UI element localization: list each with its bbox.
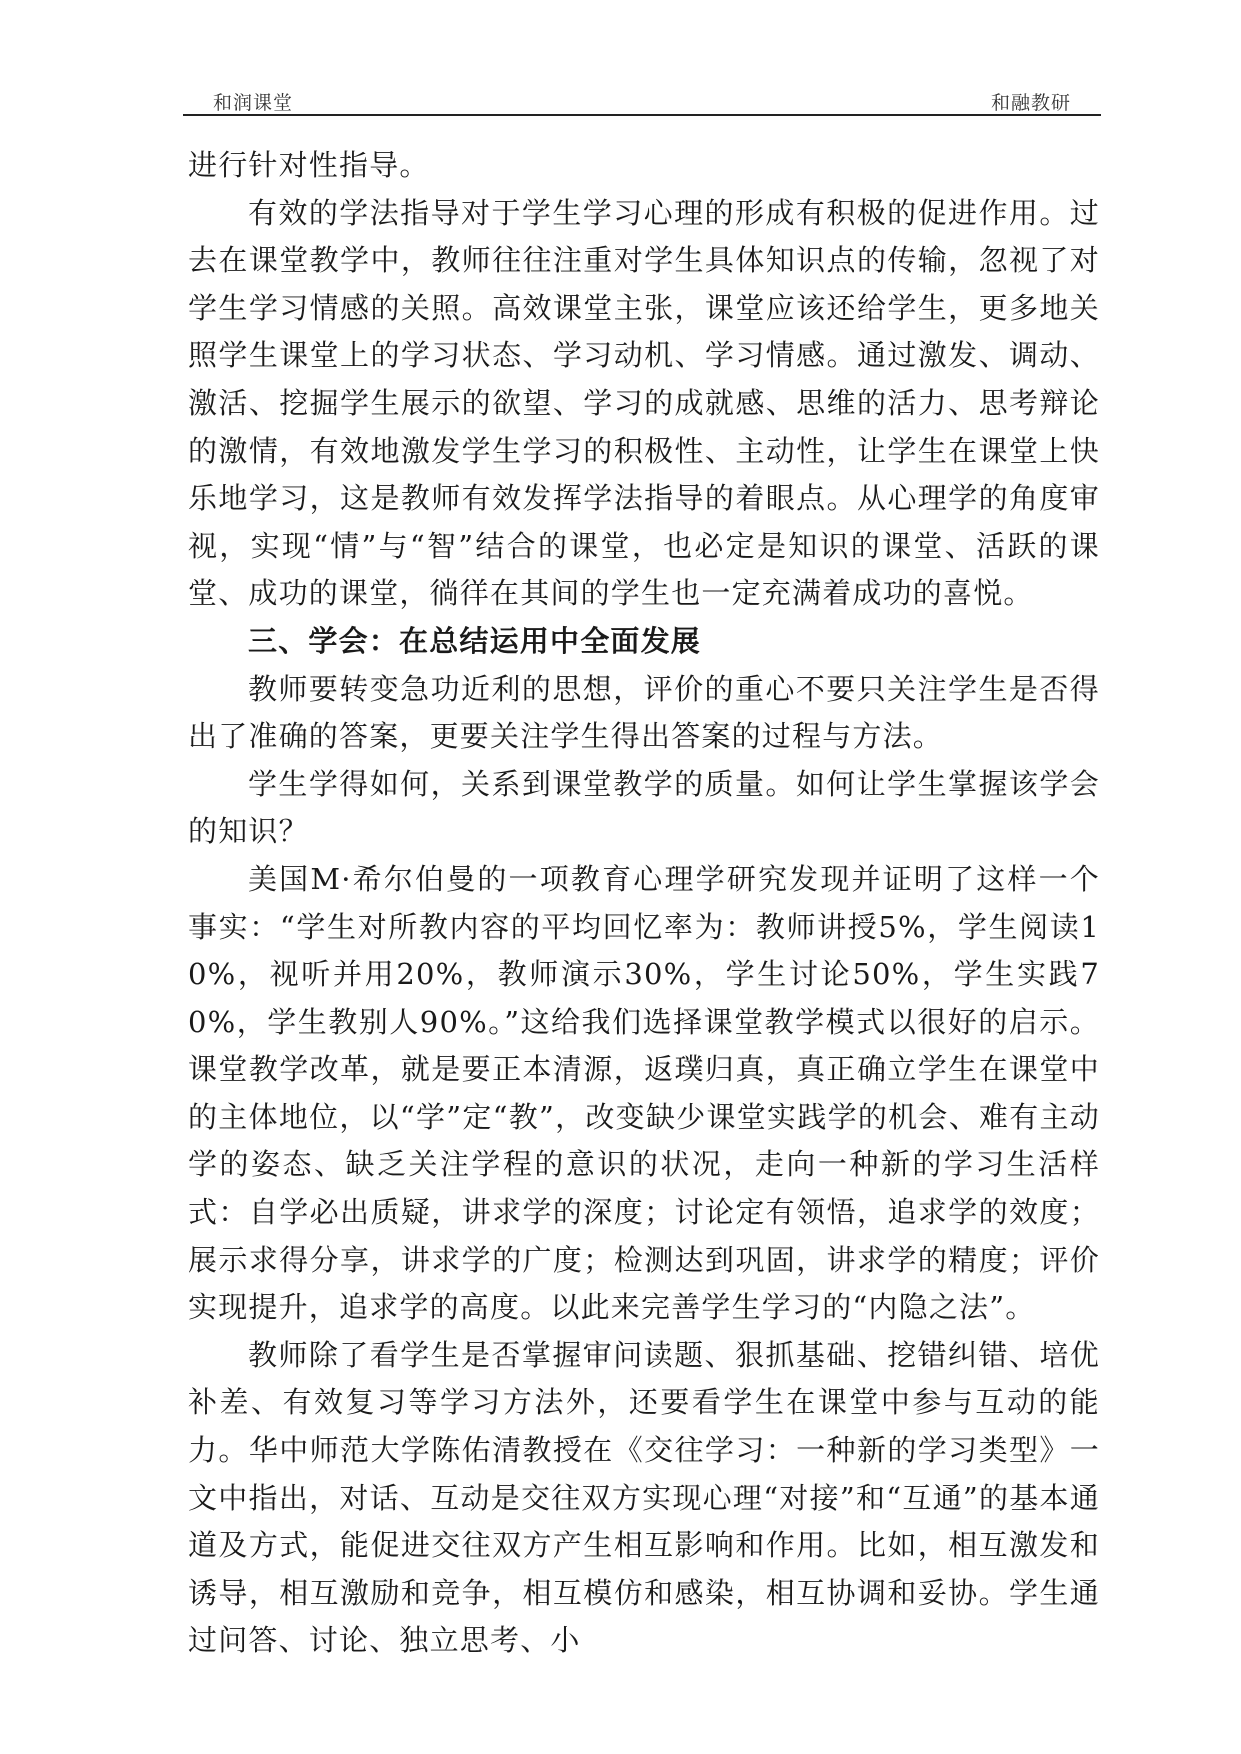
paragraph: 进行针对性指导。 <box>188 148 430 182</box>
paragraph: 美国M·希尔伯曼的一项教育心理学研究发现并证明了这样一个事实：“学生对所教内容的平均回忆率为：教师讲授5%，学生阅读10%，视听并用20%，教师演示30%，学生讨论50%，学生实践70%，学生教别人90%。”这给我们选择课堂教学模式以很好的启示。课堂教学改革，就是要正本清源，返璞归真，真正确立学生在课堂中的主体地位，以“学”定“教”，改变缺少课堂实践学的机会、难有主动学的姿态、缺乏关注学程的意识的状况，走向一种新的学习生活样式：自学必出质疑，讲求学的深度；讨论定有领悟，追求学的效度；展示求得分享，讲求学的广度；检测达到巩固，讲求学的精度；评价实现提升，追求学的高度。以此来完善学生学习的“内隐之法”。 <box>188 861 1100 1325</box>
document-body <box>188 142 1100 1665</box>
paragraph: 有效的学法指导对于学生学习心理的形成有积极的促进作用。过去在课堂教学中，教师往往注重对学生具体知识点的传输，忽视了对学生学习情感的关照。高效课堂主张，课堂应该还给学生，更多地关照学生课堂上的学习状态、学习动机、学习情感。通过激发、调动、激活、挖掘学生展示的欲望、学习的成就感、思维的活力、思考辩论的激情，有效地激发学生学习的积极性、主动性，让学生在课堂上快乐地学习，这是教师有效发挥学法指导的着眼点。从心理学的角度审视，实现“情”与“智”结合的课堂，也必定是知识的课堂、活跃的课堂、成功的课堂，徜徉在其间的学生也一定充满着成功的喜悦。 <box>188 195 1100 611</box>
paragraph: 学生学得如何，关系到课堂教学的质量。如何让学生掌握该学会的知识？ <box>188 766 1100 849</box>
paragraph: 教师除了看学生是否掌握审问读题、狠抓基础、挖错纠错、培优补差、有效复习等学习方法外，还要看学生在课堂中参与互动的能力。华中师范大学陈佑清教授在《交往学习：一种新的学习类型》一文中指出，对话、互动是交往双方实现心理“对接”和“互通”的基本通道及方式，能促进交往双方产生相互影响和作用。比如，相互激发和诱导，相互激励和竞争，相互模仿和感染，相互协调和妥协。学生通过问答、讨论、独立思考、小 <box>188 1337 1100 1658</box>
header-right-title: 和融教研 <box>990 92 1071 114</box>
section-heading: 三、学会：在总结运用中全面发展 <box>248 623 702 658</box>
page-header <box>183 82 1101 116</box>
header-left-title: 和润课堂 <box>213 92 294 114</box>
paragraph: 教师要转变急功近利的思想，评价的重心不要只关注学生是否得出了准确的答案，更要关注学生得出答案的过程与方法。 <box>188 671 1100 754</box>
